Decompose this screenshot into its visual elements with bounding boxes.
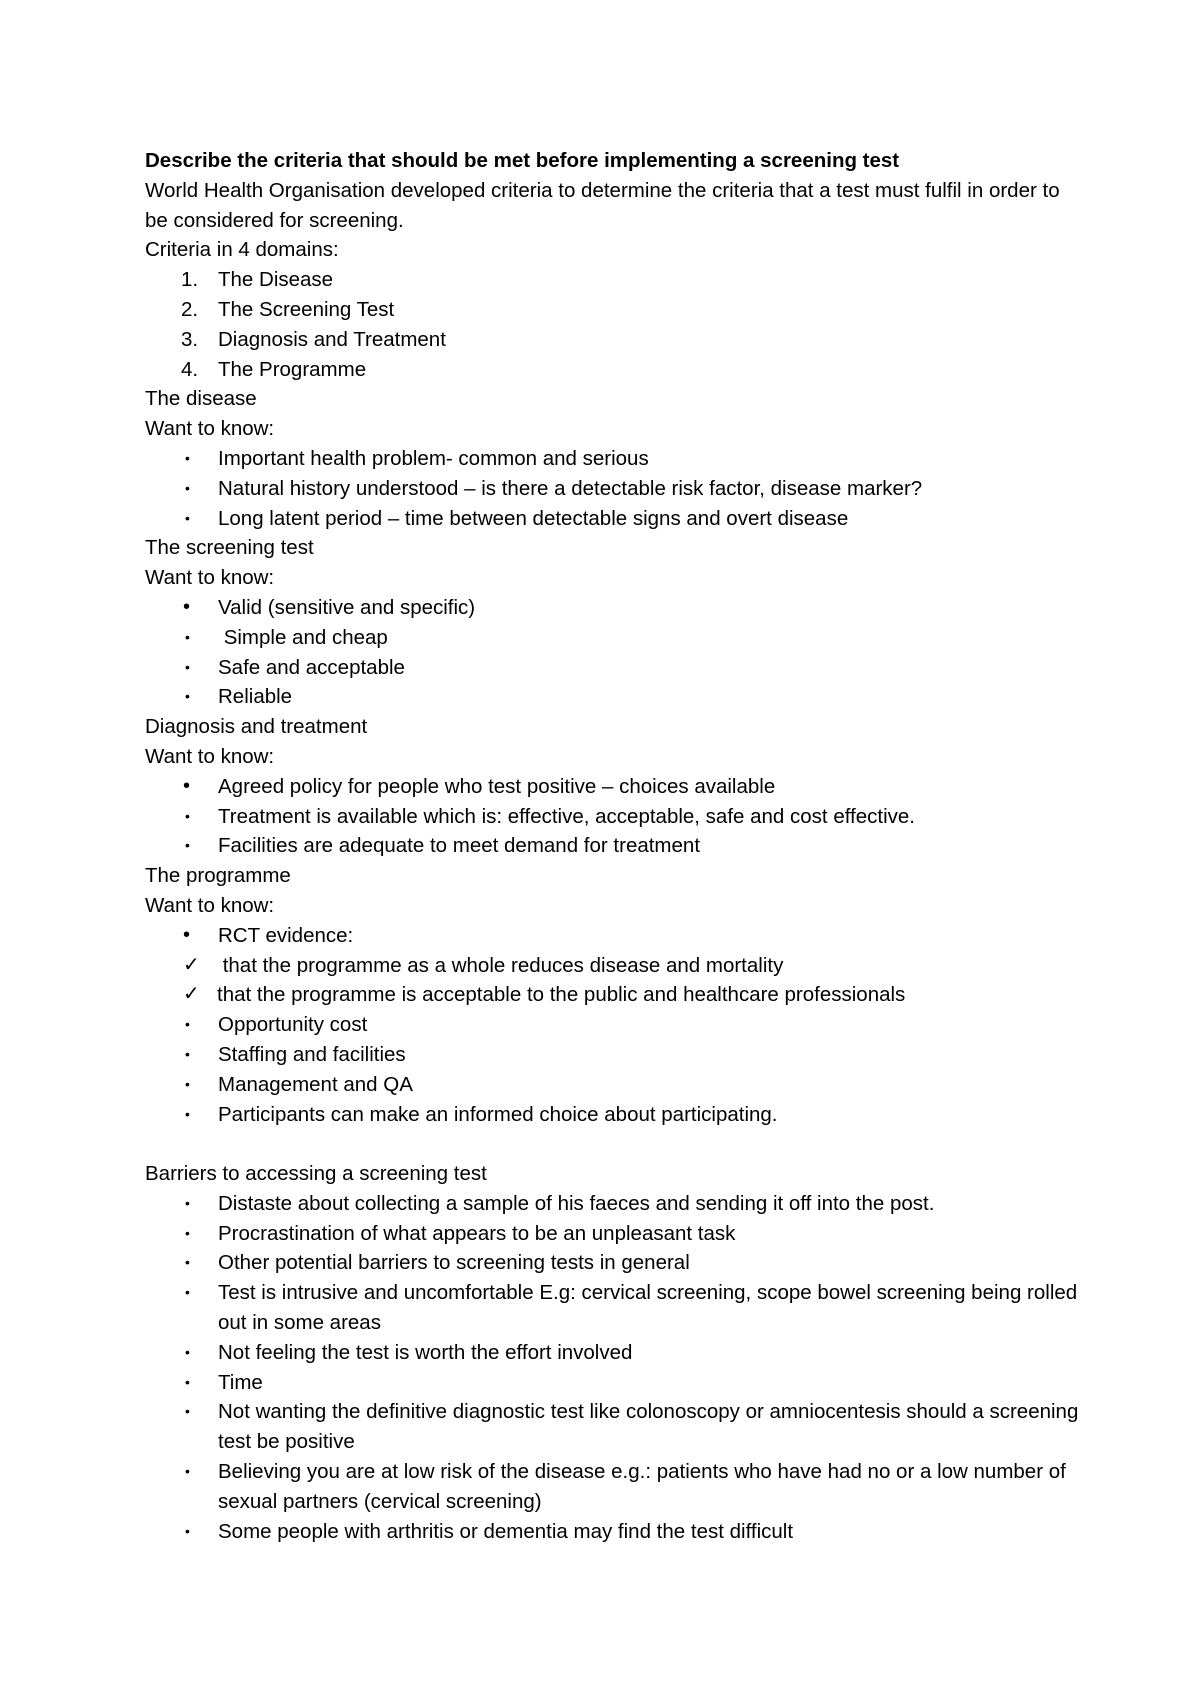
domains-heading: Criteria in 4 domains:: [145, 238, 339, 262]
bullet-icon: •: [183, 923, 191, 946]
list-item: [145, 921, 1085, 951]
bullet-icon: •: [185, 1343, 190, 1360]
list-item: [145, 1100, 1085, 1130]
document-title: Describe the criteria that should be met before implementing a screening test: [145, 149, 900, 172]
list-item-text: Diagnosis and Treatment: [218, 327, 446, 351]
intro-paragraph: World Health Organisation developed criteria to determine the criteria that a test must fulfil in order to be considered for screening.: [145, 178, 1060, 232]
bullet-icon: •: [185, 479, 190, 496]
list-item: [145, 653, 1085, 683]
bullet-icon: •: [185, 1373, 190, 1390]
list-item-text: Safe and acceptable: [218, 655, 405, 679]
domains-list: [145, 265, 1085, 384]
list-item: [145, 1517, 1085, 1547]
bullet-icon: •: [185, 509, 190, 526]
list-number: 2.: [181, 297, 199, 321]
bullet-icon: •: [183, 595, 191, 618]
list-item: [145, 355, 1085, 385]
list-item-text: Natural history understood – is there a detectable risk factor, disease marker?: [218, 476, 923, 500]
document-page: [145, 146, 1085, 1546]
list-item: [145, 1248, 1085, 1278]
list-item: [145, 1368, 1085, 1398]
list-item: [145, 1457, 1085, 1517]
list-item: [145, 325, 1085, 355]
bullet-icon: •: [185, 1194, 190, 1211]
bullet-icon: •: [185, 837, 190, 854]
list-item: [145, 980, 1085, 1010]
bullet-icon: •: [185, 1254, 190, 1271]
list-item-text: Valid (sensitive and specific): [218, 595, 476, 619]
section-heading-screening-test: The screening test: [145, 536, 314, 560]
list-item: [145, 593, 1085, 623]
list-item-text: Not feeling the test is worth the effort involved: [218, 1340, 633, 1364]
list-item: [145, 1040, 1085, 1070]
programme-list: [145, 921, 1085, 1130]
bullet-icon: •: [185, 1075, 190, 1092]
bullet-icon: •: [185, 1403, 190, 1420]
list-item: [145, 295, 1085, 325]
list-item-text: Agreed policy for people who test positive – choices available: [218, 774, 776, 798]
list-item: [145, 1397, 1085, 1457]
list-item: [145, 1278, 1085, 1338]
list-item: [145, 1338, 1085, 1368]
bullet-icon: •: [185, 807, 190, 824]
list-item-text: The Programme: [218, 357, 367, 381]
list-item: [145, 265, 1085, 295]
checkmark-icon: ✓: [183, 953, 200, 976]
bullet-icon: •: [185, 1016, 190, 1033]
list-item-text: Simple and cheap: [218, 625, 388, 649]
list-item: [145, 802, 1085, 832]
list-item-text: Not wanting the definitive diagnostic test like colonoscopy or amniocentesis should a screening test be positive: [218, 1400, 1079, 1454]
want-to-know-label: Want to know:: [145, 893, 275, 917]
diagnosis-list: [145, 772, 1085, 861]
bullet-icon: •: [185, 449, 190, 466]
list-item-text: Opportunity cost: [218, 1013, 368, 1037]
want-to-know-label: Want to know:: [145, 417, 275, 441]
bullet-icon: •: [183, 774, 191, 797]
list-item: [145, 951, 1085, 981]
screening-test-list: [145, 593, 1085, 712]
bullet-icon: •: [185, 1045, 190, 1062]
want-to-know-label: Want to know:: [145, 566, 275, 590]
list-item-text: Participants can make an informed choice about participating.: [218, 1102, 778, 1126]
bullet-icon: •: [185, 1224, 190, 1241]
list-item-text: Management and QA: [218, 1072, 413, 1096]
list-number: 1.: [181, 268, 199, 292]
list-number: 3.: [181, 327, 199, 351]
list-item-text: that the programme as a whole reduces disease and mortality: [217, 953, 784, 977]
want-to-know-label: Want to know:: [145, 744, 275, 768]
bullet-icon: •: [185, 1284, 190, 1301]
list-item: [145, 831, 1085, 861]
list-item-text: that the programme is acceptable to the public and healthcare professionals: [217, 983, 906, 1007]
list-item: [145, 444, 1085, 474]
barriers-list: [145, 1189, 1085, 1547]
list-item-text: RCT evidence:: [218, 923, 354, 947]
list-item-text: Reliable: [218, 685, 293, 709]
bullet-icon: •: [185, 1522, 190, 1539]
list-item: [145, 682, 1085, 712]
list-item-text: Distaste about collecting a sample of his faeces and sending it off into the post.: [218, 1191, 935, 1215]
list-item-text: Procrastination of what appears to be an unpleasant task: [218, 1221, 736, 1245]
list-item-text: Treatment is available which is: effective, acceptable, safe and cost effective.: [218, 804, 915, 828]
bullet-icon: •: [185, 1105, 190, 1122]
bullet-icon: •: [185, 688, 190, 705]
list-item: [145, 504, 1085, 534]
list-item: [145, 772, 1085, 802]
section-heading-diagnosis: Diagnosis and treatment: [145, 715, 368, 739]
list-item-text: Some people with arthritis or dementia may find the test difficult: [218, 1519, 794, 1543]
list-item-text: The Disease: [218, 268, 334, 292]
list-item-text: The Screening Test: [218, 297, 395, 321]
list-item-text: Time: [218, 1370, 263, 1394]
list-item: [145, 1189, 1085, 1219]
list-item-text: Believing you are at low risk of the disease e.g.: patients who have had no or a low number of sexual partners (cervical screening): [218, 1460, 1066, 1513]
list-item-text: Long latent period – time between detectable signs and overt disease: [218, 506, 849, 530]
checkmark-icon: ✓: [183, 983, 200, 1006]
list-item-text: Other potential barriers to screening tests in general: [218, 1251, 690, 1275]
bullet-icon: •: [185, 658, 190, 675]
blank-line: [145, 1129, 1085, 1159]
section-heading-disease: The disease: [145, 387, 257, 411]
list-number: 4.: [181, 357, 199, 381]
section-heading-barriers: Barriers to accessing a screening test: [145, 1162, 487, 1186]
list-item: [145, 623, 1085, 653]
list-item: [145, 1070, 1085, 1100]
list-item: [145, 1219, 1085, 1249]
list-item: [145, 474, 1085, 504]
list-item-text: Test is intrusive and uncomfortable E.g: cervical screening, scope bowel screening being rolled out in some areas: [218, 1281, 1078, 1335]
bullet-icon: •: [185, 628, 190, 645]
disease-list: [145, 444, 1085, 533]
list-item-text: Staffing and facilities: [218, 1042, 406, 1066]
list-item-text: Facilities are adequate to meet demand for treatment: [218, 834, 701, 858]
bullet-icon: •: [185, 1463, 190, 1480]
list-item-text: Important health problem- common and serious: [218, 446, 649, 470]
section-heading-programme: The programme: [145, 864, 291, 888]
list-item: [145, 1010, 1085, 1040]
